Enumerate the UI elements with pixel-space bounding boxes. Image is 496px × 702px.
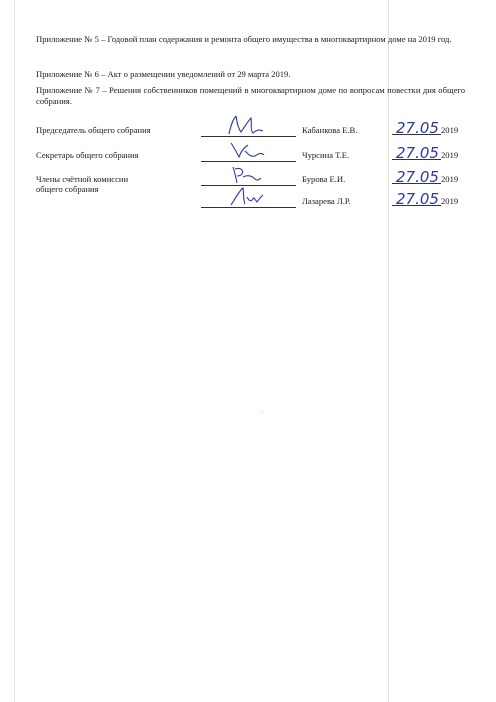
handwritten-signature bbox=[201, 114, 296, 138]
attachment-7: Приложение № 7 – Решения собственников помещений в многоквартирном доме по вопросам повестки дня общего собрания. bbox=[36, 85, 465, 106]
role-label: Секретарь общего собрания bbox=[36, 150, 139, 160]
svg-text:27.05: 27.05 bbox=[396, 168, 439, 186]
signature-line bbox=[201, 114, 296, 137]
page-edge-left bbox=[14, 0, 15, 702]
signer-name: Лазарева Л.Р. bbox=[302, 196, 351, 206]
svg-text:27.05: 27.05 bbox=[396, 144, 439, 162]
signer-name: Кабанкова Е.В. bbox=[302, 125, 358, 135]
signer-name: Бурова Е.И. bbox=[302, 174, 346, 184]
date-year: 2019 bbox=[441, 196, 459, 206]
svg-text:27.05: 27.05 bbox=[396, 190, 439, 208]
attachment-5: Приложение № 5 – Годовой план содержания и ремонта общего имущества в многоквартирном доме на 2019 год. bbox=[36, 34, 452, 44]
handwritten-signature bbox=[201, 163, 296, 187]
date-year: 2019 bbox=[441, 125, 459, 135]
role-label: Председатель общего собрания bbox=[36, 125, 151, 135]
signature-row-secretary bbox=[36, 140, 466, 162]
attachment-6: Приложение № 6 – Акт о размещении уведомлений от 29 марта 2019. bbox=[36, 69, 291, 79]
handwritten-signature bbox=[201, 185, 296, 209]
scan-speck bbox=[262, 411, 263, 412]
handwritten-signature bbox=[201, 139, 296, 163]
signature-line bbox=[201, 185, 296, 208]
date-year: 2019 bbox=[441, 150, 459, 160]
signature-row-chairman bbox=[36, 115, 466, 137]
signature-row-commission-1 bbox=[36, 164, 466, 194]
signature-line bbox=[201, 139, 296, 162]
role-label: Члены счётной комиссии общего собрания bbox=[36, 174, 129, 194]
signer-name: Чурсина Т.Е. bbox=[302, 150, 350, 160]
svg-text:27.05: 27.05 bbox=[396, 119, 439, 137]
signature-row-commission-2 bbox=[36, 186, 466, 208]
signature-line bbox=[201, 163, 296, 186]
date-year: 2019 bbox=[441, 174, 459, 184]
